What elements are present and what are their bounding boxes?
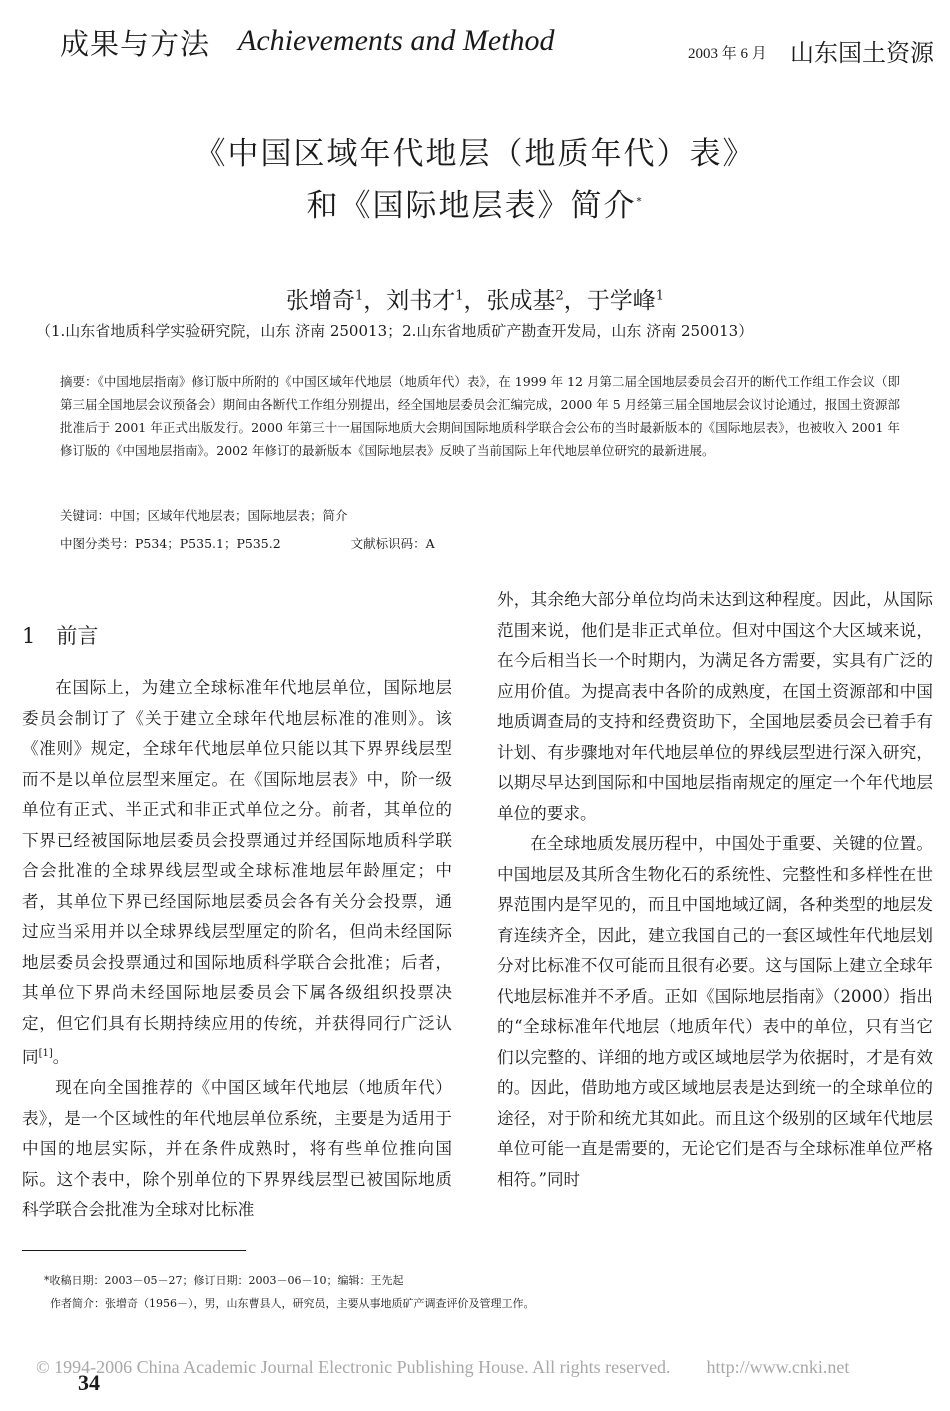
author-name: 张增奇	[285, 288, 355, 314]
body-paragraph: 外，其余绝大部分单位均尚未达到这种程度。因此，从国际范围来说，他们是非正式单位。但对中国这个大区域来说，在今后相当长一个时期内，为满足各方需要，实具有广泛的应用价值。为提高表中各阶的成熟度，在国土资源部和中国地质调查局的支持和经费资助下，全国地层委员会已着手有计划、有步骤地对年代地层单位的界线层型进行深入研究，以期尽早达到国际和中国地层指南规定的厘定一个年代地层单位的要求。	[497, 590, 933, 823]
section-label-cn: 成果与方法	[60, 27, 211, 61]
footnote-received: *收稿日期：2003－05－27；修订日期：2003－06－10；编辑：王先起	[44, 1274, 404, 1287]
body-paragraph: 在全球地质发展历程中，中国处于重要、关键的位置。中国地层及其所含生物化石的系统性、完整性和多样性在世界范围内是罕见的，而且中国地域辽阔，各种类型的地层发育连续齐全，因此，建立我国自己的一套区域性年代地层划分对比标准不仅可能而且很有必要。这与国际上建立全球年代地层标准并不矛盾。正如《国际地层指南》（2000）指出的“全球标准年代地层（地质年代）表中的单位，只有当它们以完整的、详细的地方或区域地层学为依据时，才是有效的。因此，借助地方或区域地层表是达到统一的全球单位的途径，对于阶和统尤其如此。而且这个级别的区域年代地层单位可能一直是需要的，无论它们是否与全球标准单位严格相符。”同时	[497, 834, 933, 1189]
affiliations: （1.山东省地质科学实验研究院，山东 济南 250013；2.山东省地质矿产勘查开发局，山东 济南 250013）	[36, 322, 754, 340]
footnote-divider	[22, 1250, 246, 1251]
author-affil-sup: 1	[655, 288, 665, 304]
author-sep: ，	[363, 288, 387, 314]
keywords: 关键词：中国；区域年代地层表；国际地层表；简介	[60, 508, 348, 523]
abstract: 摘要：《中国地层指南》修订版中所附的《中国区域年代地层（地质年代）表》，在 1999 年 12 月第二届全国地层委员会召开的断代工作组工作会议（即第三届全国地层会议预备会）期间由各断代工作组分别提出，经全国地层委员会汇编完成，2000 年 5 月经第三届全国地层会议讨论通过，报国土资源部批准后于 2001 年正式出版发行。2000 年第三十一届国际地质大会期间国际地质科学联合会公布的当时最新版本的《国际地层表》，也被收入 2001 年修订版的《中国地层指南》。2002 年修订的最新版本《国际地层表》反映了当前国际上年代地层单位研究的最新进展。	[60, 374, 900, 458]
journal-name: 山东国土资源	[790, 39, 934, 67]
body-paragraph: 现在向全国推荐的《中国区域年代地层（地质年代）表》，是一个区域性的年代地层单位系统，主要是为适用于中国的地层实际，并在条件成熟时，将有些单位推向国际。这个表中，除个别单位的下界界线层型已被国际地质科学联合会批准为全球对比标准	[22, 1078, 452, 1220]
paragraph-text: 在国际上，为建立全球标准年代地层单位，国际地层委员会制订了《关于建立全球年代地层标准的准则》。该《准则》规定，全球年代地层单位只能以其下界界线层型而不是以单位层型来厘定。在《国际地层表》中，阶一级单位有正式、半正式和非正式单位之分。前者，其单位的下界已经被国际地层委员会投票通过并经国际地质科学联合会批准的全球界线层型或全球标准地层年龄厘定；中者，其单位下界已经国际地层委员会各有关分会投票，通过应当采用并以全球界线层型厘定的阶名，但尚未经国际地层委员会投票通过和国际地质科学联合会批准；后者，其单位下界尚未经国际地层委员会下属各级组织投票决定，但它们具有长期持续应用的传统，并获得同行广泛认同	[22, 678, 452, 1067]
author-name: 刘书才	[386, 288, 456, 314]
paragraph-end: 。	[52, 1047, 70, 1067]
author-list	[0, 282, 950, 315]
clc-number: 中图分类号：P534；P535.1；P535.2	[60, 536, 281, 551]
classification-line	[60, 534, 435, 552]
author-name: 于学峰	[586, 288, 656, 314]
footnote-author-bio: 作者简介：张增奇（1956－），男，山东曹县人，研究员，主要从事地质矿产调查评价及管理工作。	[50, 1297, 535, 1310]
right-column	[497, 585, 933, 1195]
section-label-en: Achievements and Method	[238, 24, 555, 57]
author-affil-sup: 1	[455, 288, 464, 304]
body-paragraph	[22, 673, 452, 1073]
citation-ref: [1]	[38, 1048, 53, 1059]
author-affil-sup: 2	[555, 288, 564, 304]
page-number: 34	[78, 1370, 100, 1395]
left-column	[22, 673, 452, 1226]
paper-title-line2	[0, 180, 950, 225]
author-affil-sup: 1	[354, 288, 364, 304]
document-code: 文献标识码：A	[350, 536, 435, 551]
author-sep: ，	[463, 288, 487, 314]
author-name: 张成基	[486, 288, 556, 314]
paper-title-line2-text: 和《国际地层表》简介	[306, 188, 637, 224]
issue-date: 2003 年 6 月	[688, 46, 767, 62]
author-sep: ，	[563, 288, 587, 314]
title-footnote-mark: *	[636, 196, 644, 208]
paper-title-line1: 《中国区域年代地层（地质年代）表》	[194, 136, 756, 172]
section-heading: 1 前言	[22, 624, 99, 648]
copyright-watermark: © 1994-2006 China Academic Journal Electronic Publishing House. All rights reserved. http://www.cnki.net	[36, 1357, 850, 1377]
